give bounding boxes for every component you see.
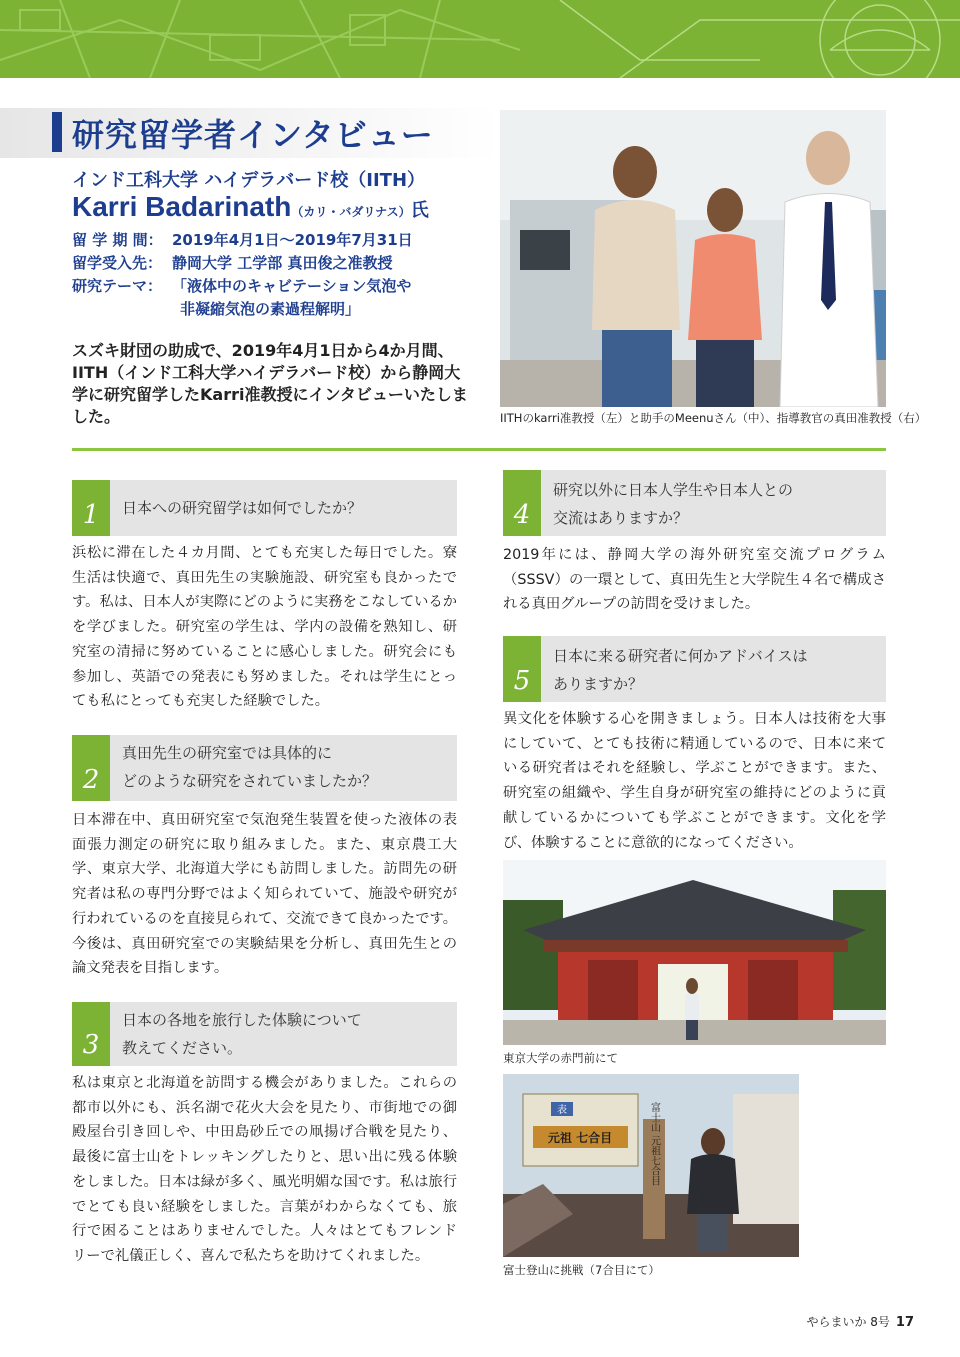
question-text: 日本に来る研究者に何かアドバイスは ありますか？ (553, 647, 808, 693)
question-box (503, 470, 886, 536)
question-number-badge: 1 (72, 480, 110, 536)
answer-text: 2019年には、静岡大学の海外研究室交流プログラム（SSSV）の一環として、真田先生と大学院生４名で構成される真田グループの訪問を受けました。 (503, 547, 886, 613)
title-accent-bar (52, 112, 62, 152)
akamon-illustration (503, 860, 886, 1045)
info-value: 2019年4月1日～2019年7月31日 (172, 231, 413, 249)
university-name: インド工科大学 ハイデラバード校（IITH） (72, 170, 426, 191)
question-text: 日本の各地を旅行した体験について 教えてください。 (122, 1011, 362, 1057)
name-kana: （カリ・バダリナス） (291, 205, 411, 219)
fuji-caption: 富士登山に挑戦（7合目にて） (503, 1263, 660, 1277)
question-text: 研究以外に日本人学生や日本人との 交流はありますか？ (553, 481, 794, 527)
info-row (72, 298, 413, 321)
question-box (72, 480, 457, 536)
answer-text: 浜松に滞在した４カ月間、とても充実した毎日でした。寮生活は快適で、真田先生の実験施設、研究室も良かったです。私は、日本人が実際にどのように実務をこなしているかを学びました。研究室の学生は、学内の設備を熟知し、研究室の清掃に努めていることに感心しました。研究会にも参加し、英語での発表にも努めました。それは学生にとっても私にとっても充実した経験でした。 (72, 545, 457, 710)
question-box (503, 636, 886, 702)
profile-info (72, 229, 413, 321)
fuji-photo (503, 1074, 799, 1257)
name-romaji: Karri Badarinath (72, 191, 292, 222)
name-honorific: 氏 (410, 200, 429, 221)
answer-text: 私は東京と北海道を訪問する機会がありました。これらの都市以外にも、浜名湖で花火大会を見たり、市街地での御殿屋台引き回しや、中田島砂丘での凧揚げ合戦を見たり、最後に富士山をトレッキングしたりと、思い出に残る体験をしました。日本は緑が多く、風光明媚な国です。私は旅行でとても良い経験をしました。言葉がわからなくても、旅行で困ることはありませんでした。人々はとてもフレンドリーで礼儀正しく、喜んで私たちを助けてくれました。 (72, 1075, 457, 1264)
intro-text: スズキ財団の助成で、2019年4月1日から4か月間、IITH（インド工科大学ハイデラバード校）から静岡大学に研究留学したKarri准教授にインタビューいたしました。 (72, 341, 468, 426)
section-divider (72, 448, 886, 451)
answer-text: 異文化を体験する心を開きましょう。日本人は技術を大事にしていて、とても技術に精通しているので、日本に来ている研究者はそれを経験し、学ぶことができます。また、研究室の組織や、学生自身が研究室の維持にどのように貢献しているかについても学ぶことができます。文化を学び、体験することに意欲的になってください。 (503, 711, 886, 851)
info-value: 非凝縮気泡の素過程解明」 (180, 300, 361, 318)
question-text: 真田先生の研究室では具体的に どのような研究をされていましたか？ (122, 744, 378, 790)
sign-top-text: 表 (557, 1105, 567, 1116)
page-title: 研究留学者インタビュー (72, 116, 434, 154)
interviewee-name (72, 191, 429, 223)
page-number: 17 (895, 1315, 914, 1330)
magazine-issue: やらまいか 8号 (806, 1315, 890, 1329)
info-label: 研究テーマ： (72, 277, 163, 295)
group-photo (500, 110, 886, 407)
fuji-illustration (503, 1074, 799, 1257)
akamon-caption: 東京大学の赤門前にて (503, 1051, 618, 1065)
info-row (72, 252, 413, 275)
info-value: 静岡大学 工学部 真田俊之准教授 (172, 254, 393, 272)
question-box (72, 1002, 457, 1066)
question-number-badge: 2 (72, 735, 110, 801)
header-banner (0, 0, 960, 78)
question-box (72, 735, 457, 801)
question-number-badge: 5 (503, 636, 541, 702)
group-photo-illustration (500, 110, 886, 407)
group-photo-caption: IITHのkarri准教授（左）と助手のMeenuさん（中）、指導教官の真田准教授（右） (500, 411, 927, 425)
header-map-pattern (0, 0, 960, 78)
info-label: 留学受入先： (72, 254, 163, 272)
question-number-badge: 3 (72, 1002, 110, 1066)
sign-main-text: 元祖 七合目 (547, 1131, 613, 1145)
question-number-badge: 4 (503, 470, 541, 536)
info-row (72, 229, 413, 252)
answer-text: 日本滞在中、真田研究室で気泡発生装置を使った液体の表面張力測定の研究に取り組みました。また、東京農工大学、東京大学、北海道大学にも訪問しました。訪問先の研究者は私の専門分野ではよく知られていて、施設や研究が行われているのを直接見られて、交流できて良かったです。今後は、真田研究室での実験結果を分析し、真田先生との論文発表を目指します。 (72, 812, 457, 977)
akamon-photo (503, 860, 886, 1045)
info-value: 「液体中のキャビテーション気泡や (172, 277, 412, 295)
sign-post-text: 富士山 元祖七合目 (648, 1102, 660, 1186)
info-label: 留 学 期 間： (72, 231, 163, 249)
info-row (72, 275, 413, 298)
info-label (72, 298, 172, 321)
page-footer (806, 1313, 914, 1330)
question-text: 日本への研究留学は如何でしたか？ (122, 499, 363, 517)
